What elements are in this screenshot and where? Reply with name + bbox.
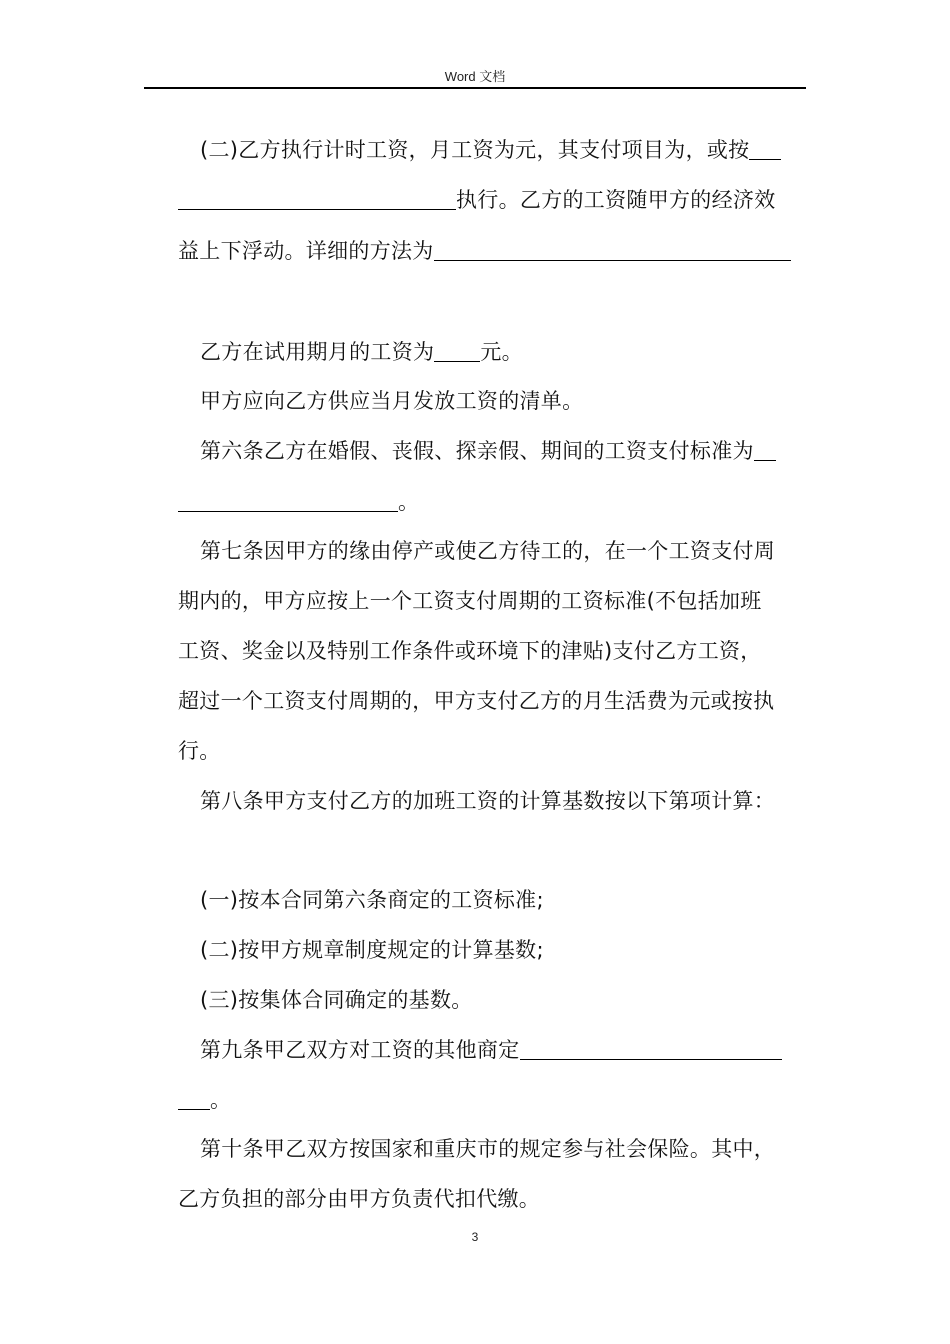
paragraph-line: 乙方在试用期月的工资为 元。 [200,340,523,364]
paragraph-line: 工资、奖金以及特别工作条件或环境下的津贴)支付乙方工资， [178,639,762,663]
paragraph-line: 乙方负担的部分由甲方负责代扣代缴。 [178,1187,541,1211]
paragraph-line: 第六条乙方在婚假、丧假、探亲假、期间的工资支付标准为 [200,438,776,464]
page-number: 3 [471,1230,479,1244]
paragraph-line: 。 [178,1087,231,1113]
paragraph-line: 超过一个工资支付周期的，甲方支付乙方的月生活费为元或按执 [178,689,775,713]
paragraph-line: (二)按甲方规章制度规定的计算基数; [200,938,544,962]
paragraph-line: (一)按本合同第六条商定的工资标准; [200,888,544,912]
paragraph-line: 期内的，甲方应按上一个工资支付周期的工资标准(不包括加班 [178,589,762,613]
paragraph-line: (二)乙方执行计时工资，月工资为元，其支付项目为，或按 [200,137,781,163]
paragraph-line: 第八条甲方支付乙方的加班工资的计算基数按以下第项计算： [200,789,776,813]
paragraph-line: 第十条甲乙双方按国家和重庆市的规定参与社会保险。其中， [200,1137,776,1161]
paragraph-line: 行。 [178,739,221,763]
paragraph-line: 甲方应向乙方供应当月发放工资的清单。 [200,389,584,413]
paragraph-line: 第九条甲乙双方对工资的其他商定 [200,1037,782,1063]
page-header: Word 文档 [444,69,506,84]
paragraph-line: 。 [178,489,419,515]
paragraph-line: 执行。乙方的工资随甲方的经济效 [178,187,776,213]
paragraph-line: 第七条因甲方的缘由停产或使乙方待工的，在一个工资支付周 [200,539,776,563]
paragraph-line: (三)按集体合同确定的基数。 [200,988,473,1012]
paragraph-line: 益上下浮动。详细的方法为 [178,238,791,264]
